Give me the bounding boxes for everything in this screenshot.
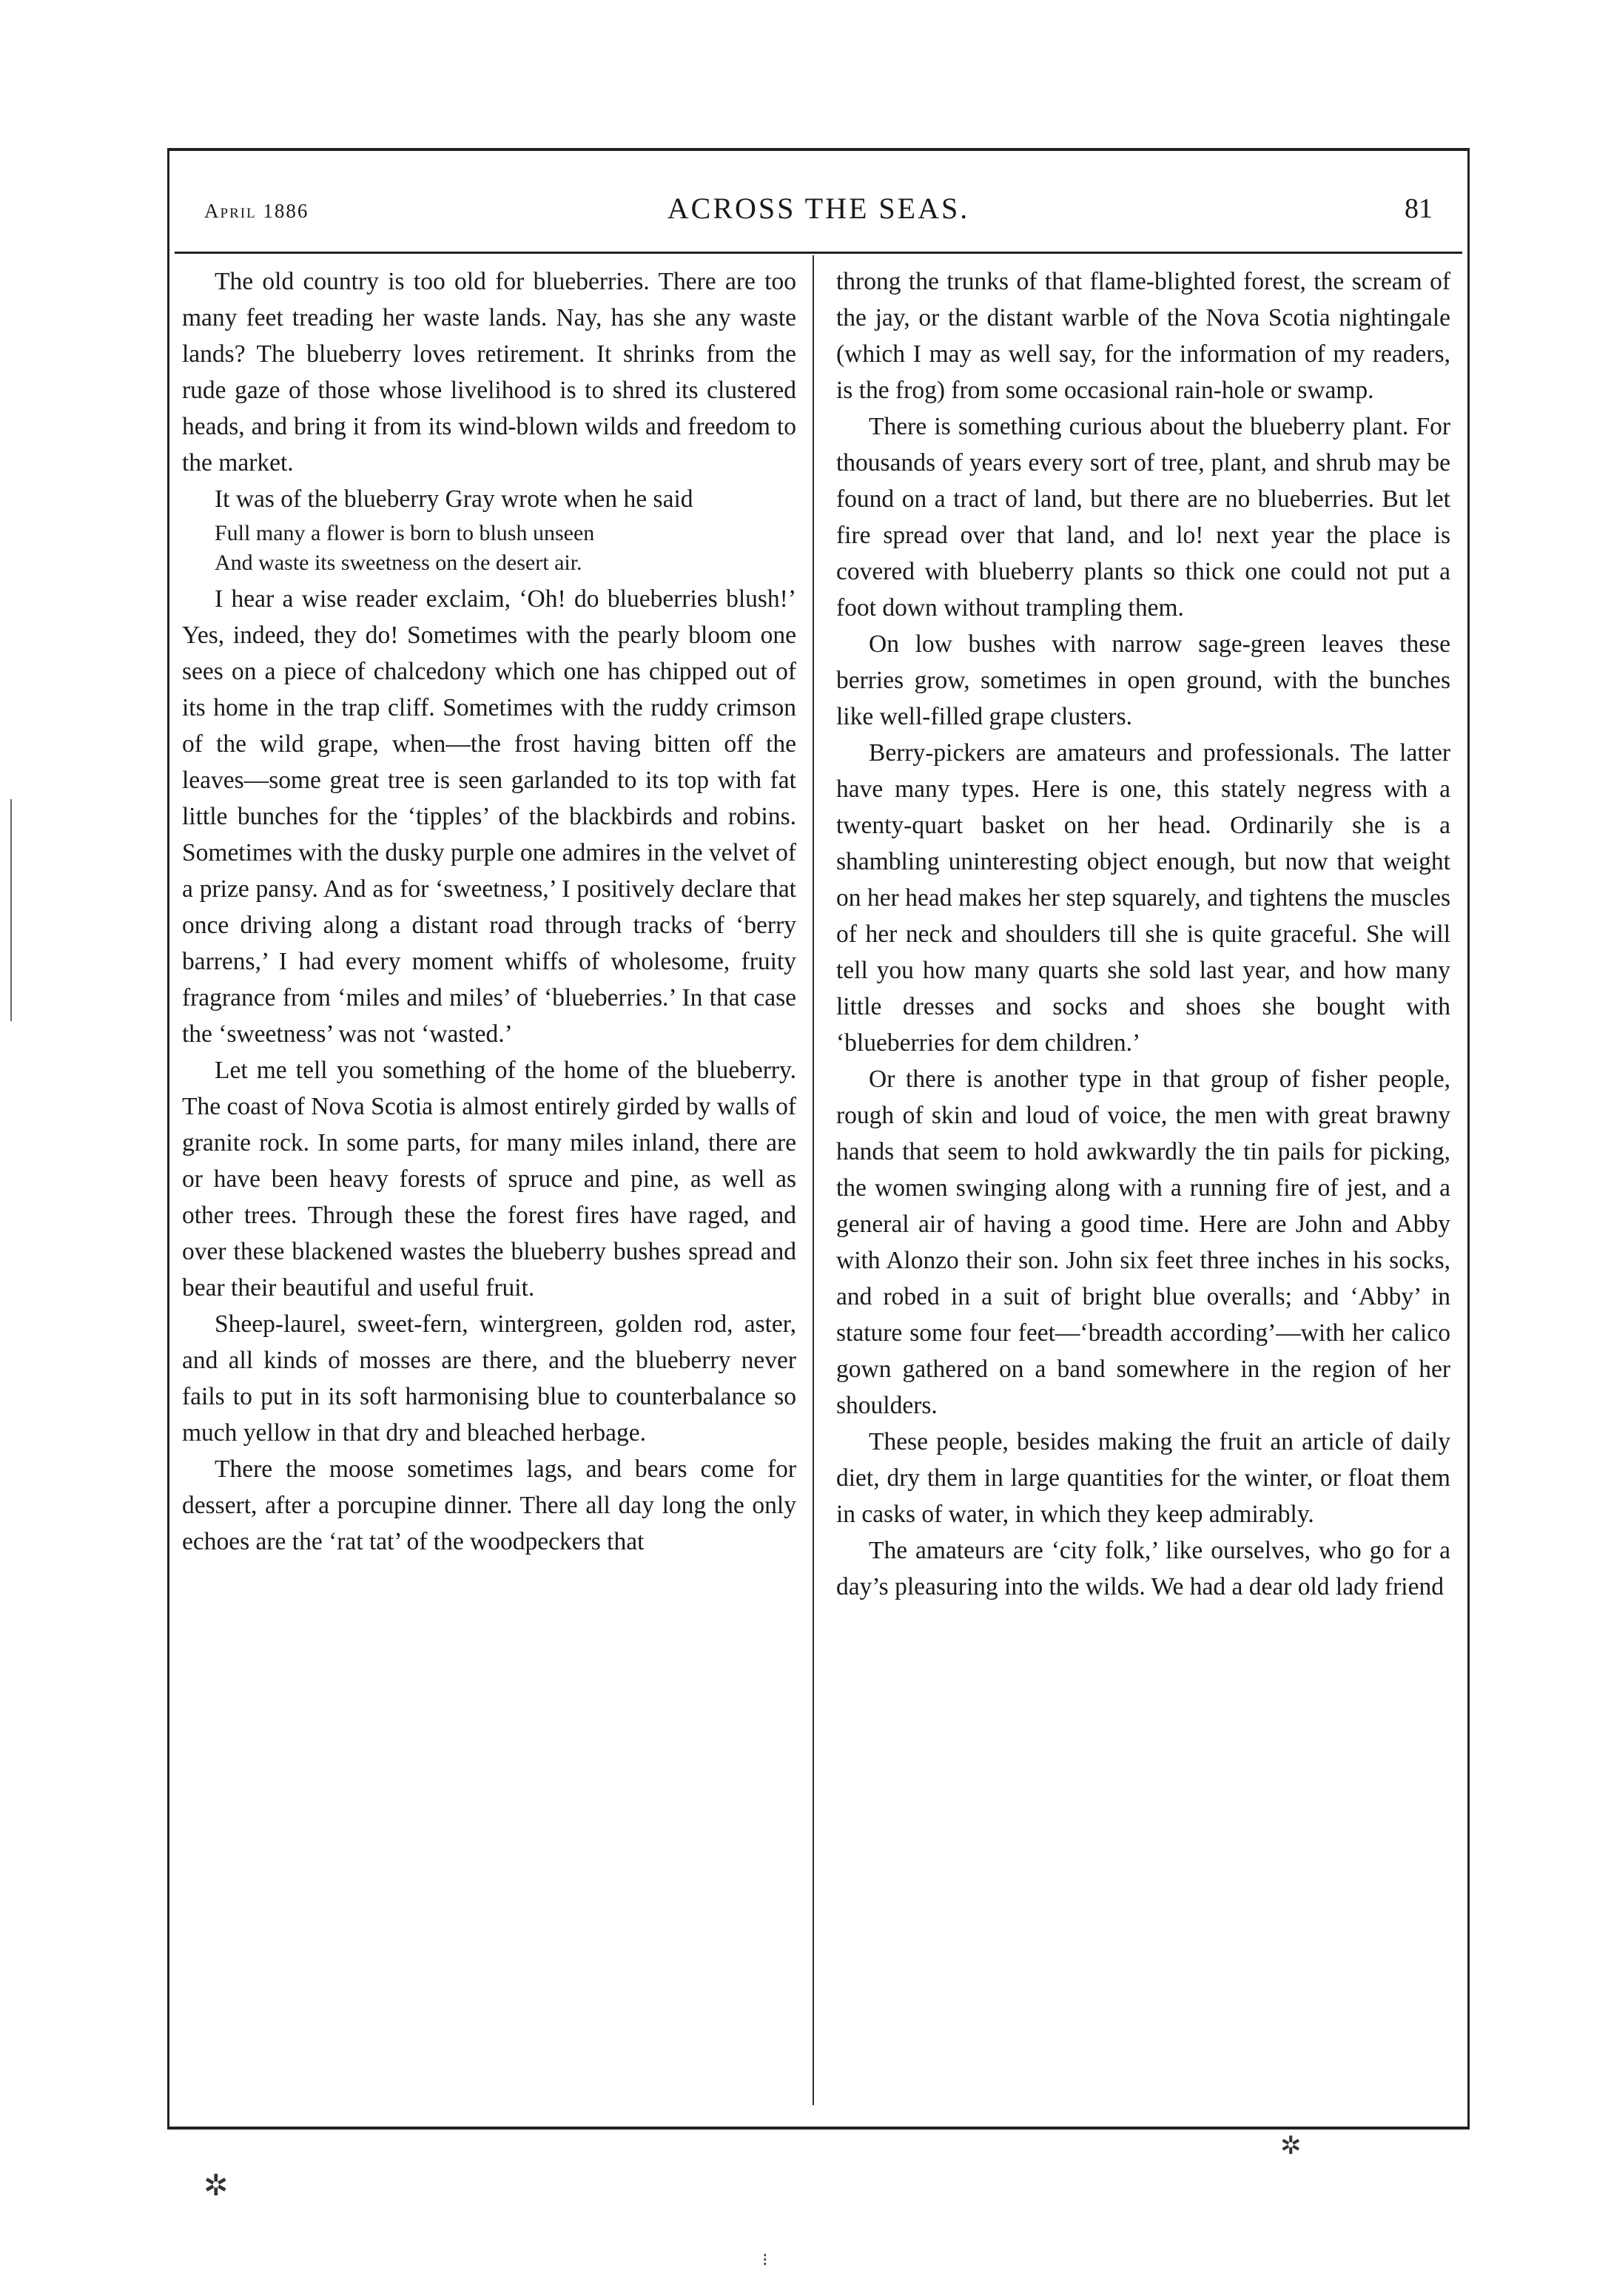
running-header [175, 191, 1462, 243]
header-rule [175, 252, 1462, 254]
paragraph: These people, besides making the fruit an article of daily diet, dry them in large quantities for the winter, or float them in casks of water, in which they keep admirably. [836, 1428, 1450, 1528]
paragraph: throng the trunks of that flame-blighted forest, the scream of the jay, or the distant warble of the Nova Scotia nightingale (which I may as well say, for the information of my readers, is the frog) from some occasional rain-hole or swamp. [836, 268, 1450, 404]
paragraph: On low bushes with narrow sage-green leaves these berries grow, sometimes in open ground, with the bunches like well-filled grape clusters. [836, 630, 1450, 730]
paragraph: It was of the blueberry Gray wrote when he said [215, 485, 693, 513]
ink-smudge-icon: ✲ [1280, 2132, 1302, 2160]
column-divider [813, 255, 814, 2105]
left-column [182, 263, 796, 1560]
poem-quote [215, 519, 796, 578]
paragraph: There the moose sometimes lags, and bears come for dessert, after a porcupine dinner. There all day long the only echoes are the ‘rat tat’ of the woodpeckers that [182, 1455, 796, 1555]
right-column [836, 263, 1450, 1605]
paragraph: I hear a wise reader exclaim, ‘Oh! do blueberries blush!’ Yes, indeed, they do! Sometimes with the pearly bloom one sees on a piece of chalcedony which one has chipped out of its home in the trap cliff. Sometimes with the ruddy crimson of the wild grape, when—the frost having bitten off the leaves—some great tree is seen garlanded to its top with fat little bunches for the ‘tipples’ of the blackbirds and robins. Sometimes with the dusky purple one admires in the velvet of a prize pansy. And as for ‘sweetness,’ I positively declare that once driving along a distant road through tracks of ‘berry barrens,’ I had every moment whiffs of wholesome, fruity fragrance from ‘miles and miles’ of ‘blueberries.’ In that case the ‘sweetness’ was not ‘wasted.’ [182, 585, 796, 1048]
paragraph: The amateurs are ‘city folk,’ like ourselves, who go for a day’s pleasuring into the wilds. We had a dear old lady friend [836, 1537, 1450, 1600]
paragraph: There is something curious about the blueberry plant. For thousands of years every sort of tree, plant, and shrub may be found on a tract of land, but there are no blueberries. But let fire spread over that land, and lo! next year the place is covered with blueberry plants so thick one could not put a foot down without trampling them. [836, 413, 1450, 622]
paragraph: Let me tell you something of the home of the blueberry. The coast of Nova Scotia is almost entirely girded by walls of granite rock. In some parts, for many miles inland, there are or have been heavy forests of spruce and pine, as well as other trees. Through these the forest fires have raged, and over these blackened wastes the blueberry bushes spread and bear their beautiful and useful fruit. [182, 1057, 796, 1302]
paragraph: Sheep-laurel, sweet-fern, wintergreen, golden rod, aster, and all kinds of mosses are there, and the blueberry never fails to put in its soft harmonising blue to counterbalance so much yellow in that dry and bleached herbage. [182, 1310, 796, 1447]
paragraph: The old country is too old for blueberries. There are too many feet treading her waste lands. Nay, has she any waste lands? The blueberry loves retirement. It shrinks from the rude gaze of those whose livelihood is to shred its clustered heads, and bring it from its wind-blown wilds and freedom to the market. [182, 268, 796, 477]
quote-line: Full many a flower is born to blush unseen [215, 521, 595, 545]
header-title: ACROSS THE SEAS. [667, 192, 970, 225]
paragraph: Berry-pickers are amateurs and professionals. The latter have many types. Here is one, this stately negress with a twenty-quart basket on her head. Ordinarily she is a shambling uninteresting object enough, but now that weight on her head makes her step squarely, and tightens the muscles of her neck and shoulders till she is quite graceful. She will tell you how many quarts she sold last year, and how many little dresses and socks and shoes she bought with ‘blueberries for dem children.’ [836, 739, 1450, 1057]
ink-smudge-icon: ✲ [204, 2169, 229, 2202]
header-date: April 1886 [204, 200, 309, 222]
ink-smudge-icon: ⁝ [762, 2251, 768, 2270]
quote-line: And waste its sweetness on the desert air. [215, 551, 582, 575]
margin-mark [10, 799, 12, 1021]
paragraph: Or there is another type in that group of fisher people, rough of skin and loud of voice, the men with great brawny hands that seem to hold awkwardly the tin pails for picking, the women swinging along with a running fire of jest, and a general air of having a good time. Here are John and Abby with Alonzo their son. John six feet three inches in his socks, and robed in a suit of bright blue overalls; and ‘Abby’ in stature some four feet—‘breadth according’—with her calico gown gathered on a band somewhere in the region of her shoulders. [836, 1065, 1450, 1419]
page-number: 81 [1405, 193, 1433, 224]
